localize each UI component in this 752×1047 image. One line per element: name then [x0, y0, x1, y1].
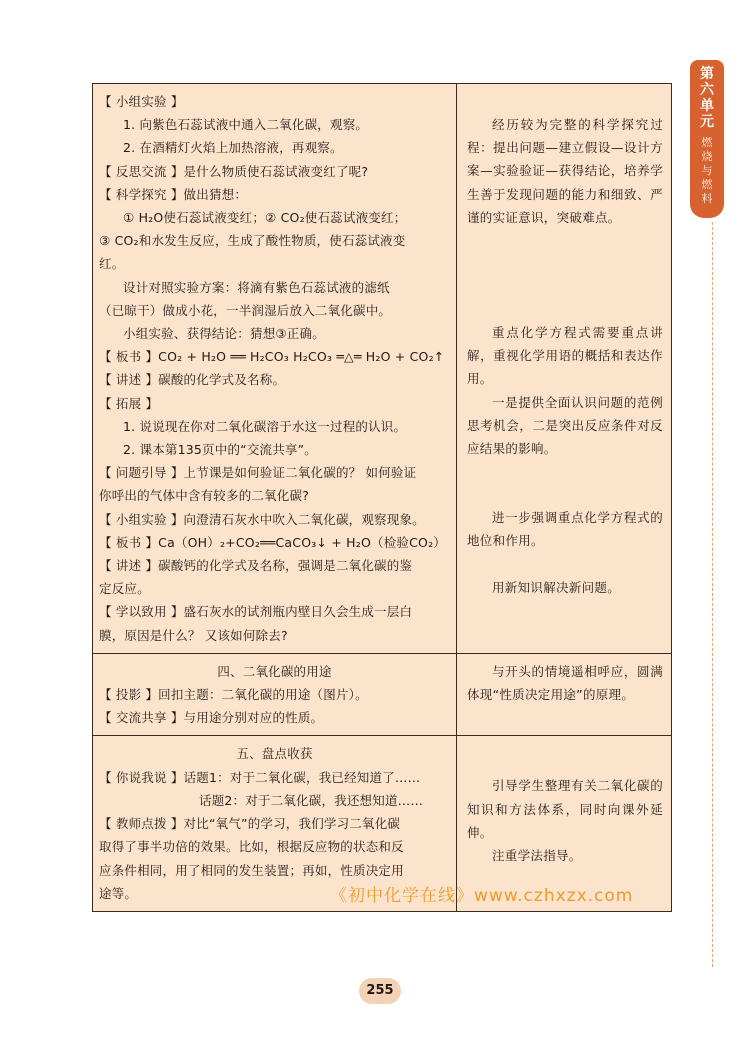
table-row: [93, 653, 671, 736]
table-row: [93, 84, 671, 653]
text-line: 红。: [99, 256, 125, 272]
text-line: 【 交流共享 】与用途分别对应的性质。: [99, 710, 324, 726]
intent-paragraph: 一是提供全面认识问题的范例思考机会，二是突出反应条件对反应结果的影响。: [467, 394, 663, 457]
intent-paragraph: 进一步强调重点化学方程式的地位和作用。: [467, 510, 663, 549]
text-line: 【 小组实验 】: [99, 94, 184, 109]
lesson-table: [92, 83, 672, 912]
text-line: 2. 在酒精灯火焰上加热溶液，再观察。: [123, 140, 343, 156]
text-line: 你呼出的气体中含有较多的二氧化碳?: [99, 488, 310, 504]
text-line: 【 你说我说 】话题1：对于二氧化碳，我已经知道了……: [99, 769, 421, 785]
section-heading: 五、盘点收获: [236, 746, 313, 762]
activity-cell: [93, 84, 457, 653]
text-line: 膜，原因是什么？ 又该如何除去?: [99, 627, 288, 643]
text-line: 途等。: [99, 885, 138, 901]
text-line: 【 拓展 】: [99, 395, 159, 411]
section-heading: 四、二氧化碳的用途: [217, 663, 332, 679]
text-line: 【 科学探究 】做出猜想：: [99, 186, 248, 202]
text-line: 话题2：对于二氧化碳，我还想知道……: [199, 792, 424, 808]
text-line: 取得了事半功倍的效果。比如，根据反应物的状态和反: [99, 839, 404, 855]
text-line: 【 教师点拨 】对比“氧气”的学习，我们学习二氧化碳: [99, 816, 401, 832]
text-line: 定反应。: [99, 581, 150, 597]
intent-cell: [457, 654, 671, 736]
unit-title: 第六单元: [700, 66, 714, 130]
equation-line: 【 板书 】Ca（OH）₂+CO₂══CaCO₃↓ + H₂O（检验CO₂）: [99, 534, 446, 550]
text-line: 1. 向紫色石蕊试液中通入二氧化碳，观察。: [123, 117, 369, 133]
text-line: 【 学以致用 】盛石灰水的试剂瓶内壁日久会生成一层白: [99, 604, 413, 620]
activity-cell: [93, 654, 457, 736]
text-line: 【 投影 】回扣主题：二氧化碳的用途（图片）。: [99, 687, 368, 703]
unit-subtitle: 燃烧与燃料: [701, 136, 713, 205]
text-line: 设计对照实验方案：将滴有紫色石蕊试液的滤纸: [123, 279, 390, 295]
text-line: 小组实验、获得结论：猜想③正确。: [123, 326, 325, 342]
text-line: ③ CO₂和水发生反应，生成了酸性物质，使石蕊试液变: [99, 233, 406, 249]
unit-tab: [690, 60, 724, 218]
text-line: 【 讲述 】碳酸钙的化学式及名称，强调是二氧化碳的鉴: [99, 558, 413, 574]
text-line: 1. 说说现在你对二氧化碳溶于水这一过程的认识。: [123, 418, 407, 434]
intent-paragraph: 引导学生整理有关二氧化碳的知识和方法体系，同时向课外延伸。: [467, 778, 663, 840]
text-line: 【 问题引导 】上节课是如何验证二氧化碳的？ 如何验证: [99, 465, 417, 481]
equation-line: 【 板书 】CO₂ + H₂O ══ H₂CO₃ H₂CO₃ ═△═ H₂O + CO₂↑: [99, 349, 445, 365]
watermark: 《初中化学在线》www.czhxzx.com: [330, 886, 634, 906]
page-number: 255: [359, 978, 401, 1004]
text-line: 【 讲述 】碳酸的化学式及名称。: [99, 372, 286, 388]
text-line: 应条件相同，用了相同的发生装置；再如，性质决定用: [99, 862, 404, 878]
intent-paragraph: 与开头的情境遥相呼应，圆满体现“性质决定用途”的原理。: [467, 663, 663, 703]
margin-dashed-line: [712, 222, 713, 967]
text-line: （已晾干）做成小花，一半润湿后放入二氧化碳中。: [99, 302, 392, 318]
intent-paragraph: 注重学法指导。: [492, 848, 582, 864]
intent-cell: [457, 84, 671, 653]
text-line: 【 反思交流 】是什么物质使石蕊试液变红了呢?: [99, 163, 369, 179]
intent-paragraph: 用新知识解决新问题。: [492, 579, 621, 595]
text-line: 2. 课本第135页中的“交流共享”。: [123, 442, 318, 458]
text-line: ① H₂O使石蕊试液变红；② CO₂使石蕊试液变红；: [123, 210, 407, 226]
intent-paragraph: 重点化学方程式需要重点讲解，重视化学用语的概括和表达作用。: [467, 325, 663, 387]
intent-paragraph: 经历较为完整的科学探究过程：提出问题—建立假设—设计方案—实验验证—获得结论，培养学生善于发现问题的能力和细致、严谨的实证意识，突破难点。: [467, 117, 663, 225]
text-line: 【 小组实验 】向澄清石灰水中吹入二氧化碳，观察现象。: [99, 511, 425, 527]
